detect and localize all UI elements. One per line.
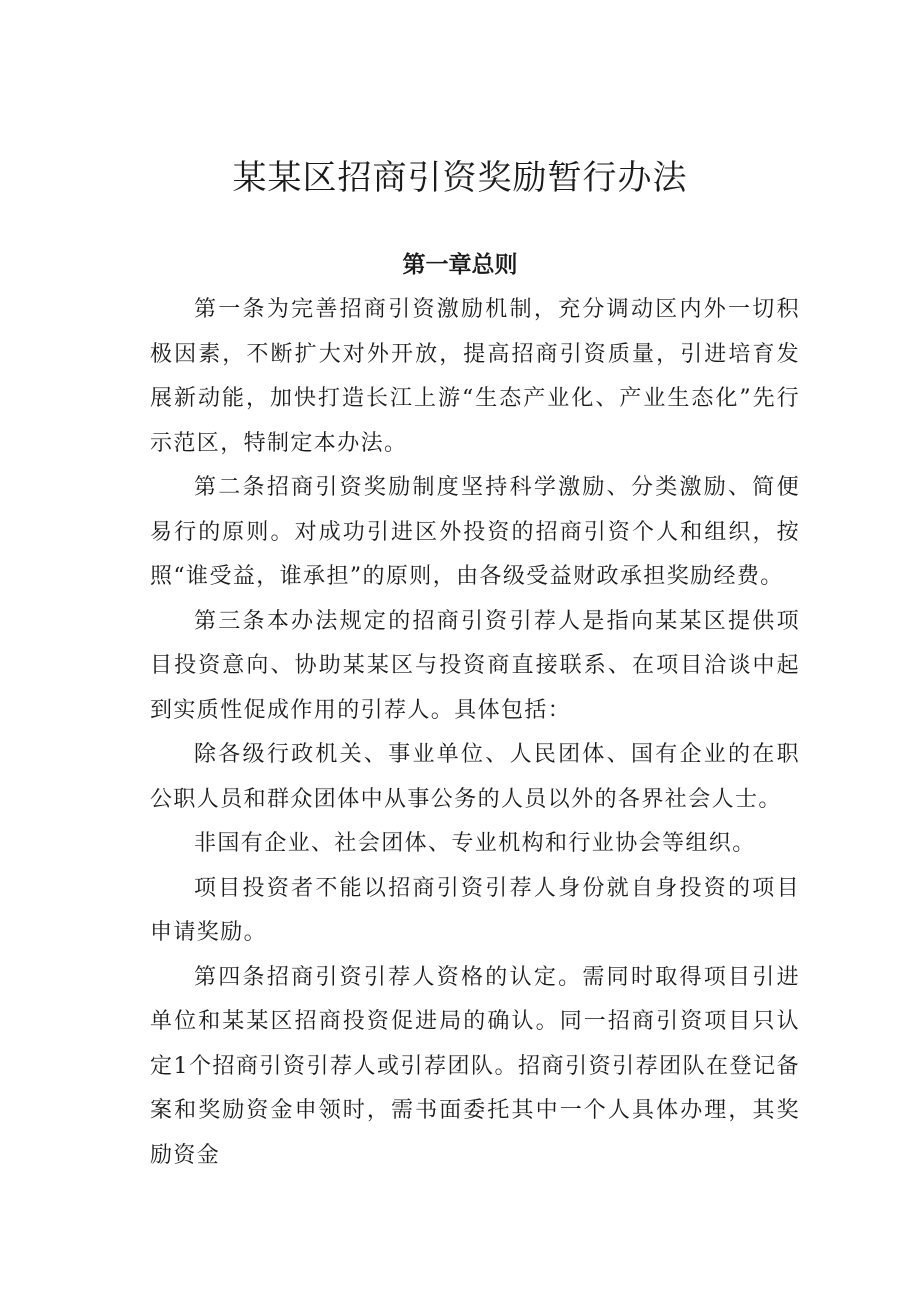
paragraph-item-2: 非国有企业、社会团体、专业机构和行业协会等组织。 <box>194 831 756 856</box>
paragraph-article-3: 第三条本办法规定的招商引资引荐人是指向某某区提供项目投资意向、协助某某区与投资商直接联系、在项目洽谈中起到实质性促成作用的引荐人。具体包括： <box>150 608 800 723</box>
paragraph-item-1: 除各级行政机关、事业单位、人民团体、国有企业的在职公职人员和群众团体中从事公务的人员以外的各界社会人士。 <box>150 742 800 812</box>
paragraph-article-2: 第二条招商引资奖励制度坚持科学激励、分类激励、简便易行的原则。对成功引进区外投资的招商引资个人和组织，按照“谁受益，谁承担”的原则，由各级受益财政承担奖励经费。 <box>150 475 800 589</box>
document-title: 某某区招商引资奖励暂行办法 <box>232 158 688 198</box>
paragraph-article-4: 第四条招商引资引荐人资格的认定。需同时取得项目引进单位和某某区招商投资促进局的确认。同一招商引资项目只认定1个招商引资引荐人或引荐团队。招商引资引荐团队在登记备案和奖励资金申领时，需书面委托其中一个人具体办理，其奖励资金 <box>150 964 800 1168</box>
paragraph-article-1: 第一条为完善招商引资激励机制，充分调动区内外一切积极因素，不断扩大对外开放，提高招商引资质量，引进培育发展新动能，加快打造长江上游“生态产业化、产业生态化”先行示范区，特制定本办法。 <box>150 297 800 456</box>
chapter-title: 第一章总则 <box>402 252 518 278</box>
paragraph-item-3: 项目投资者不能以招商引资引荐人身份就自身投资的项目申请奖励。 <box>150 875 800 945</box>
document-body <box>150 288 800 1178</box>
